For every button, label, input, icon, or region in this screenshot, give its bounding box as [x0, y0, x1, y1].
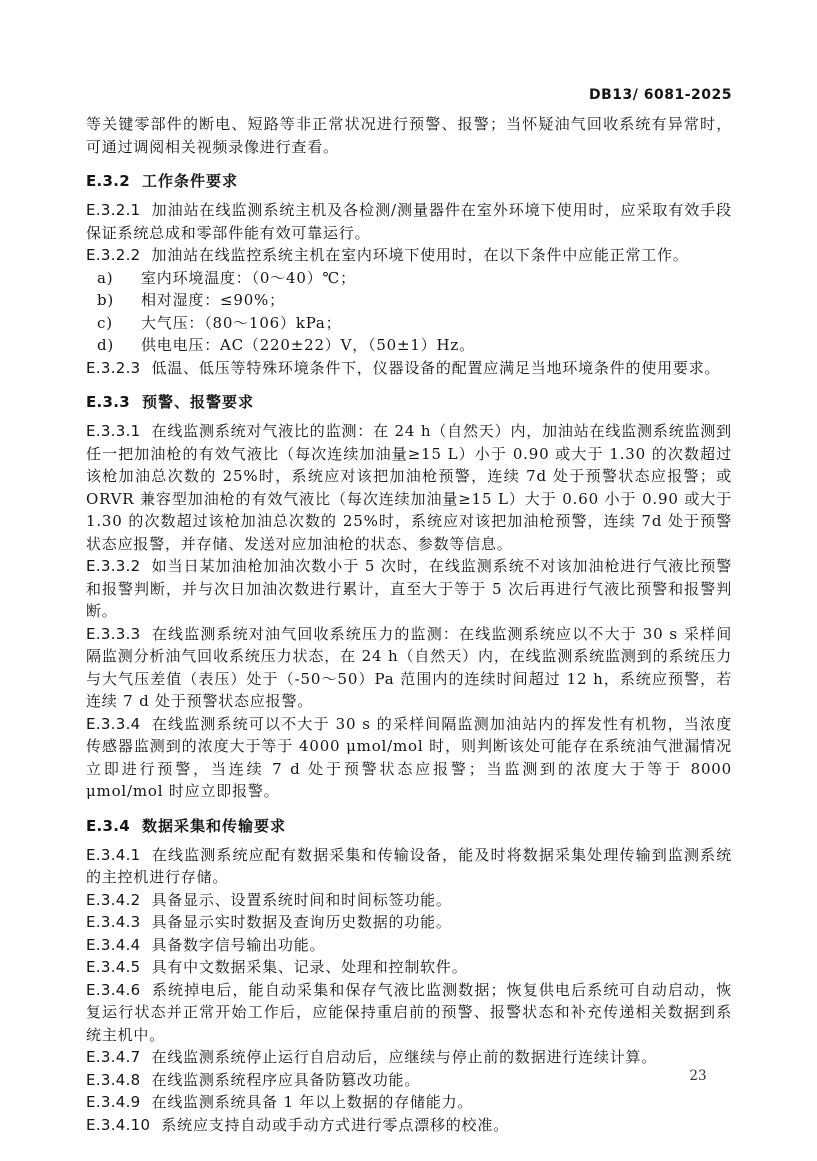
clause-number: E.3.4.10: [86, 1115, 151, 1134]
clause-text: 系统掉电后，能自动采集和保存气液比监测数据；恢复供电后系统可自动启动，恢复运行状态并正常开始工作后，应能保持重启前的预警、报警状态和补充传递相关数据到系统主机中。: [86, 980, 732, 1044]
clause-text: 具备数字信号输出功能。: [151, 935, 326, 954]
section-number: E.3.4: [86, 816, 131, 835]
section-heading-e34: [86, 815, 732, 837]
clause-e3410: [86, 1114, 732, 1137]
doc-code-header: DB13/ 6081-2025: [588, 87, 732, 103]
clause-e349: [86, 1091, 732, 1114]
section-title: 工作条件要求: [142, 172, 239, 190]
clause-text: 具备显示实时数据及查询历史数据的功能。: [151, 913, 452, 931]
list-item-label: c): [97, 313, 113, 332]
clause-number: E.3.4.5: [86, 958, 141, 976]
clause-text: 在线监测系统停止运行自启动后，应继续与停止前的数据进行连续计算。: [151, 1048, 658, 1066]
clause-e348: [86, 1069, 732, 1092]
intro-paragraph: 等关键零部件的断电、短路等非正常状况进行预警、报警；当怀疑油气回收系统有异常时，可通过调阅相关视频录像进行查看。: [86, 115, 732, 156]
conditions-list: [86, 267, 732, 357]
list-item: [86, 334, 732, 357]
clause-e323: [86, 357, 732, 380]
clause-number: E.3.4.7: [86, 1048, 141, 1066]
section-number: E.3.3: [86, 393, 131, 411]
clause-text: 在线监测系统对气液比的监测：在 24 h（自然天）内，加油站在线监测系统监测到任一把加油枪的有效气液比（每次连续加油量≥15 L）小于 0.90 或大于 1.30 的次数超过该枪加油总次数的 25%时，系统应对该把加油枪预警，连续 7d 处于预警状态应报警；或 ORVR 兼容型加油枪的有效气液比（每次连续加油量≥15 L）大于 0.60 小于 0.90 或大于 1.30 的次数超过该枪加油总次数的 25%时，系统应对该把加油枪预警，连续 7d 处于预警状态应报警，并存储、发送对应加油枪的状态、参数等信息。: [86, 422, 732, 553]
clause-number: E.3.4.9: [86, 1093, 141, 1111]
clause-number: E.3.4.6: [86, 980, 141, 999]
clause-e342: [86, 889, 732, 912]
section-title: 预警、报警要求: [142, 393, 255, 411]
list-item-text: 供电电压：AC（220±22）V，（50±1）Hz。: [141, 336, 475, 354]
clause-text: 在线监测系统可以不大于 30 s 的采样间隔监测加油站内的挥发性有机物，当浓度传感器监测到的浓度大于等于 4000 μmol/mol 时，则判断该处可能存在系统油气泄漏情况立即进行预警，当连续 7 d 处于预警状态应报警；当监测到的浓度大于等于 8000 μmol/mol 时应立即报警。: [86, 714, 732, 800]
clause-text: 具备显示、设置系统时间和时间标签功能。: [151, 890, 452, 909]
clause-number: E.3.4.4: [86, 935, 141, 954]
section-number: E.3.2: [86, 172, 131, 190]
clause-text: 在线监测系统应配有数据采集和传输设备，能及时将数据采集处理传输到监测系统的主控机进行存储。: [86, 845, 732, 886]
clause-e345: [86, 956, 732, 979]
list-item-label: a): [97, 268, 114, 287]
clause-text: 如当日某加油枪加油次数小于 5 次时，在线监测系统不对该加油枪进行气液比预警和报警判断，并与次日加油次数进行累计，直至大于等于 5 次后再进行气液比预警和报警判断。: [86, 557, 732, 620]
list-item-text: 相对湿度：≤90%；: [141, 291, 285, 309]
section-heading-e32: [86, 170, 732, 192]
clause-text: 系统应支持自动或手动方式进行零点漂移的校准。: [161, 1115, 509, 1134]
clause-text: 加油站在线监测系统主机及各检测/测量器件在室外环境下使用时，应采取有效手段保证系统总成和零部件能有效可靠运行。: [86, 201, 732, 242]
clause-text: 在线监测系统对油气回收系统压力的监测：在线监测系统应以不大于 30 s 采样间隔监测分析油气回收系统压力状态，在 24 h（自然天）内，在线监测系统监测到的系统压力与大气压差值（表压）处于（-50～50）Pa 范围内的连续时间超过 12 h，系统应预警，若连续 7 d 处于预警状态应报警。: [86, 624, 732, 710]
page-content: [86, 86, 732, 1136]
list-item: [86, 312, 732, 335]
clause-e347: [86, 1046, 732, 1069]
clause-text: 加油站在线监控系统主机在室内环境下使用时，在以下条件中应能正常工作。: [151, 246, 689, 264]
clause-e321: [86, 199, 732, 244]
list-item-text: 大气压：（80～106）kPa；: [141, 313, 342, 332]
clause-e334: [86, 713, 732, 803]
clause-number: E.3.3.3: [86, 624, 141, 643]
clause-number: E.3.4.8: [86, 1070, 141, 1089]
page-number: 23: [689, 1068, 707, 1084]
clause-e332: [86, 555, 732, 623]
section-title: 数据采集和传输要求: [142, 816, 287, 835]
clause-e346: [86, 979, 732, 1047]
clause-e333: [86, 623, 732, 713]
clause-number: E.3.2.2: [86, 246, 141, 264]
list-item: [86, 289, 732, 312]
section-heading-e33: [86, 391, 732, 413]
clause-number: E.3.4.1: [86, 845, 141, 864]
clause-e344: [86, 934, 732, 957]
clause-number: E.3.2.3: [86, 358, 141, 377]
clause-number: E.3.3.4: [86, 714, 141, 733]
clause-number: E.3.4.2: [86, 890, 141, 909]
clause-text: 在线监测系统具备 1 年以上数据的存储能力。: [151, 1093, 474, 1111]
clause-e343: [86, 911, 732, 934]
clause-text: 低温、低压等特殊环境条件下，仪器设备的配置应满足当地环境条件的使用要求。: [151, 358, 721, 377]
clause-e331: [86, 420, 732, 555]
clause-e341: [86, 844, 732, 889]
list-item-label: b): [97, 291, 115, 309]
clause-number: E.3.4.3: [86, 913, 141, 931]
clause-number: E.3.3.1: [86, 422, 141, 440]
list-item-text: 室内环境温度：（0～40）℃；: [141, 268, 356, 287]
clause-text: 具有中文数据采集、记录、处理和控制软件。: [151, 958, 468, 976]
clause-number: E.3.2.1: [86, 201, 141, 219]
list-item: [86, 267, 732, 290]
clause-number: E.3.3.2: [86, 557, 141, 575]
clause-e322: [86, 244, 732, 267]
clause-text: 在线监测系统程序应具备防篡改功能。: [151, 1070, 421, 1089]
list-item-label: d): [97, 336, 115, 354]
